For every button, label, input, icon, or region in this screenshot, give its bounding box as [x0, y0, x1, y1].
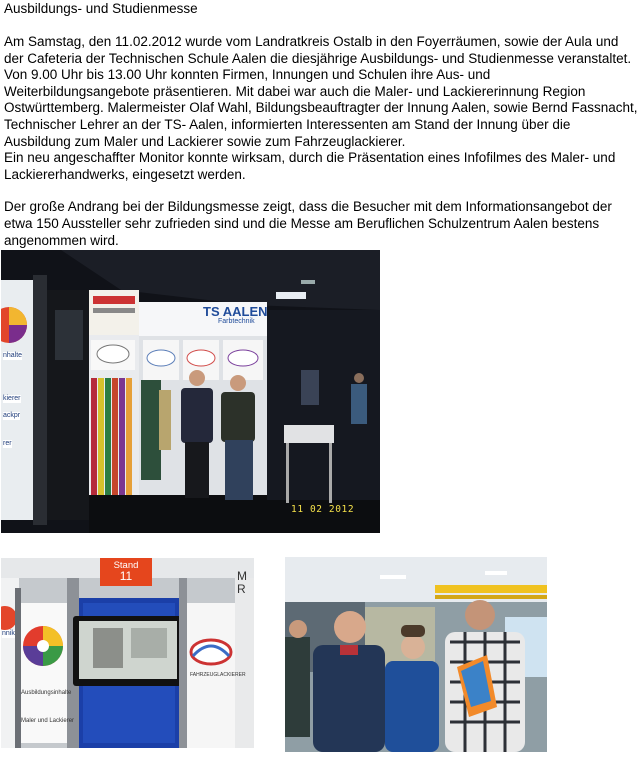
main-photo-side-text-4: rer — [3, 440, 12, 447]
photo-booth-staff — [1, 250, 380, 533]
poster-caption-fahrzeug: FAHRZEUGLACKIERER — [190, 672, 246, 678]
article-paragraph-1: Am Samstag, den 11.02.2012 wurde vom Landratkreis Ostalb in den Foyerräumen, sowie der Aula und der Cafeteria der Technischen Schule Aalen die diesjährige Ausbildungs- und Studienmesse veranstaltet. Von 9.00 Uhr bis 13.00 Uhr konnten Firmen, Innungen und Schulen ihre Aus- und Weiterbildungsangebote präsentieren. Mit dabei war auch die Maler- und Lackiererinnung Region Ostwürttemberg. Malermeister Olaf Wahl, Bildungsbeauftragter der Innung Aalen, sowie Bernd Fassnacht, Technischer Lehrer an der TS- Aalen, informierten Interessenten am Stand der Innung über die Ausbildung zum Maler und Lackierer sowie zum Fahrzeuglackierer. — [4, 34, 638, 149]
poster-caption-inhalte: Ausbildungsinhalte — [21, 690, 72, 696]
article-body — [4, 34, 638, 249]
main-photo-side-text-1: nhalte — [3, 352, 23, 359]
photo-date-stamp: 11 02 2012 — [291, 504, 355, 515]
main-photo-side-text-2: kierer — [3, 395, 21, 402]
booth-sign-fragment — [237, 570, 247, 596]
photo-visitors — [285, 557, 547, 752]
stand-label-text: Stand — [113, 560, 139, 571]
booth-brand-subtitle: Farbtechnik — [218, 318, 255, 325]
stand-number-label — [100, 558, 152, 586]
booth-sign-letter-r: R — [237, 582, 246, 596]
poster-caption-maler: Maler und Lackierer — [21, 718, 75, 724]
booth-sign-letter-m: M — [237, 569, 247, 583]
booth-brand-logo: TS AALEN — [203, 304, 268, 319]
photo-booth-staff-image — [1, 250, 380, 533]
article-title: Ausbildungs- und Studienmesse — [4, 1, 198, 16]
photo-visitors-image — [285, 557, 547, 752]
article-paragraph-3: Der große Andrang bei der Bildungsmesse zeigt, dass die Besucher mit dem Informationsangebot der etwa 150 Aussteller sehr zufrieden sind und die Messe am Beruflichen Schulzentrum Aalen bestens angenommen wird. — [4, 199, 612, 248]
booth-photo-side-text: nnik — [2, 630, 15, 637]
main-photo-side-text-3: ackpr — [3, 412, 21, 419]
paragraph-spacer — [4, 183, 638, 199]
stand-number: 11 — [119, 569, 133, 583]
article-paragraph-2: Ein neu angeschaffter Monitor konnte wirksam, durch die Präsentation eines Infofilmes des Maler- und Lackiererhandwerks, eingesetzt werden. — [4, 150, 616, 182]
